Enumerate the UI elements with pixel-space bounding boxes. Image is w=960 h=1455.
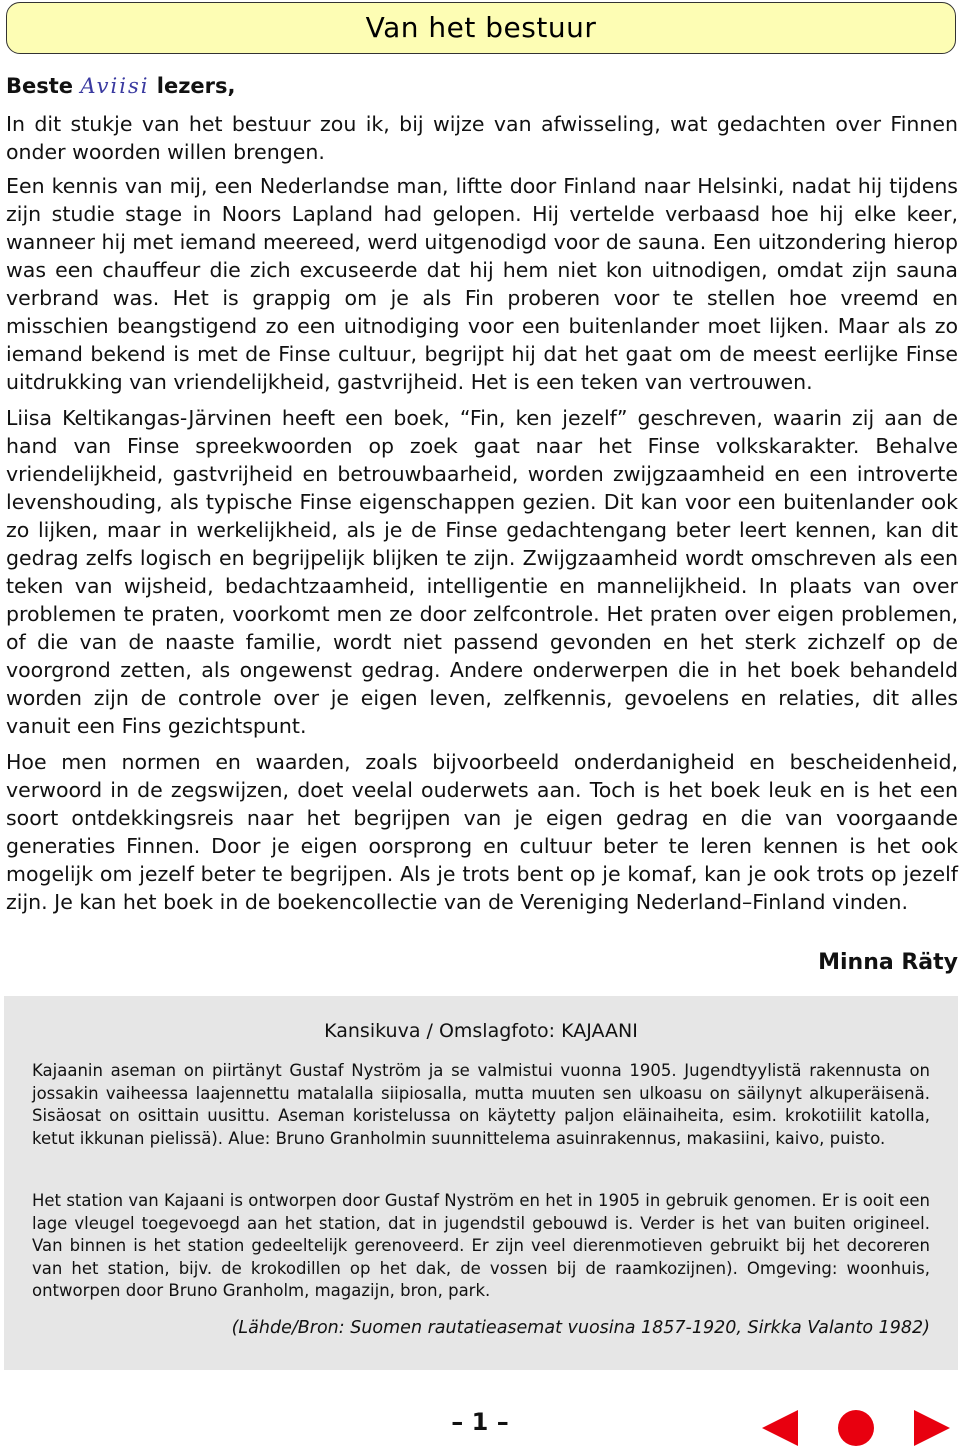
previous-arrow-icon — [760, 1408, 800, 1448]
paragraph-sauna: Een kennis van mij, een Nederlandse man, liftte door Finland naar Helsinki, nadat hij tijdens zijn studie stage in Noors Lapland had gelopen. Hij vertelde verbaasd hoe hij elke keer, wanneer hij met iemand meereed, werd uitgenodigd voor de sauna. Een uitzondering hierop was een chauffeur die zich excuseerde dat hij hem niet kon uitnodigen, omdat zijn sauna verbrand was. Het is grappig om je als Fin proberen voor te stellen hoe vreemd en misschien beangstigend zo een uitnodiging voor een buitenlander moet lijken. Maar als zo iemand bekend is met de Finse cultuur, begrijpt hij dat het gaat om de meest eerlijke Finse uitdrukking van vriendelijkheid, gastvrijheid. Het is een teken van vertrouwen. — [6, 174, 958, 394]
cover-text-dutch: Het station van Kajaani is ontworpen door Gustaf Nyström en het in 1905 in gebruik genomen. Er is ooit een lage vleugel toegevoegd aan het station, dat in jugendstil gebouwd is. Verder is het van buiten origineel. Van binnen is het station gedeeltelijk gerenoveerd. Er zijn veel dierenmotieven gebruikt bij het decoreren van het station, bijv. de krokodillen op het dak, de vossen bij de raamkozijnen). Omgeving: woonhuis, ontworpen door Bruno Granholm, magazijn, bron, park. — [32, 1191, 930, 1300]
cover-text-finnish: Kajaanin aseman on piirtänyt Gustaf Nyström ja se valmistui vuonna 1905. Jugendtyylistä rakennusta on jossakin vaiheessa laajennettu matalalla siipiosalla, mutta muuten sen ulkoasu on säilynyt alkuperäisenä. Sisäosat on osittain uusittu. Aseman koristelussa on käytetty paljon eläinaiheita, esim. krokotiilit katolla, ketut ikkunan pielissä). Alue: Bruno Granholmin suunnittelema asuinrakennus, makasiini, kaivo, puisto. — [32, 1061, 930, 1148]
paragraph-intro: In dit stukje van het bestuur zou ik, bij wijze van afwisseling, wat gedachten over Finnen onder woorden willen brengen. — [6, 112, 958, 164]
header-box — [6, 2, 956, 54]
paragraph-norms: Hoe men normen en waarden, zoals bijvoorbeeld onderdanigheid en bescheidenheid, verwoord in de zegswijzen, doet veelal ouderwets aan. Toch is het boek leuk en is het een soort ontdekkingsreis naar het begrijpen van je eigen gedrag en die van voorgaande generaties Finnen. Door je eigen oorsprong en cultuur beter te leren kennen is het ook mogelijk om jezelf beter te begrijpen. Als je trots bent op je komaf, kan je ook trots op jezelf zijn. Je kan het boek in de boekencollectie van de Vereniging Nederland–Finland vinden. — [6, 750, 958, 914]
greeting — [6, 74, 236, 98]
home-circle-icon — [836, 1408, 876, 1448]
page-title: Van het bestuur — [365, 11, 597, 44]
author-signature: Minna Räty — [818, 950, 958, 975]
brand-name: Aviisi — [80, 74, 150, 98]
page-number: – 1 – — [451, 1408, 509, 1436]
greeting-suffix: lezers, — [156, 74, 236, 98]
paragraph-book: Liisa Keltikangas-Järvinen heeft een boek, “Fin, ken jezelf” geschreven, waarin zij aan de hand van Finse spreekwoorden op zoek gaat naar het Finse volkskarakter. Behalve vriendelijkheid, gastvrijheid en betrouwbaarheid, worden zwijgzaamheid en een introverte levenshouding, als typische Finse eigenschappen gezien. Dit kan voor een buitenlander ook zo lijken, maar in werkelijkheid, als je de Finse gedachtengang beter leert kennen, kan dit gedrag zelfs logisch en begrijpelijk blijken te zijn. Zwijgzaamheid wordt omschreven als een teken van wijsheid, bedachtzaamheid, intelligentie en mannelijkheid. In plaats van over problemen te praten, voorkomt men ze door zelfcontrole. Het praten over eigen problemen, of die van de naaste familie, wordt niet passend gevonden en het sterk zichzelf op de voorgrond zetten, als ongewenst gedrag. Andere onderwerpen die in het boek behandeld worden zijn de controle over je eigen leven, zelfkennis, gevoelens en relaties, dit alles vanuit een Fins gezichtspunt. — [6, 406, 958, 738]
next-page-button[interactable] — [912, 1408, 952, 1448]
cover-source: (Lähde/Bron: Suomen rautatieasemat vuosina 1857-1920, Sirkka Valanto 1982) — [231, 1318, 930, 1338]
cover-photo-box — [4, 996, 958, 1370]
cover-photo-title: Kansikuva / Omslagfoto: KAJAANI — [324, 1020, 638, 1042]
home-button[interactable] — [836, 1408, 876, 1448]
greeting-prefix: Beste — [6, 74, 74, 98]
previous-page-button[interactable] — [760, 1408, 800, 1448]
next-arrow-icon — [912, 1408, 952, 1448]
